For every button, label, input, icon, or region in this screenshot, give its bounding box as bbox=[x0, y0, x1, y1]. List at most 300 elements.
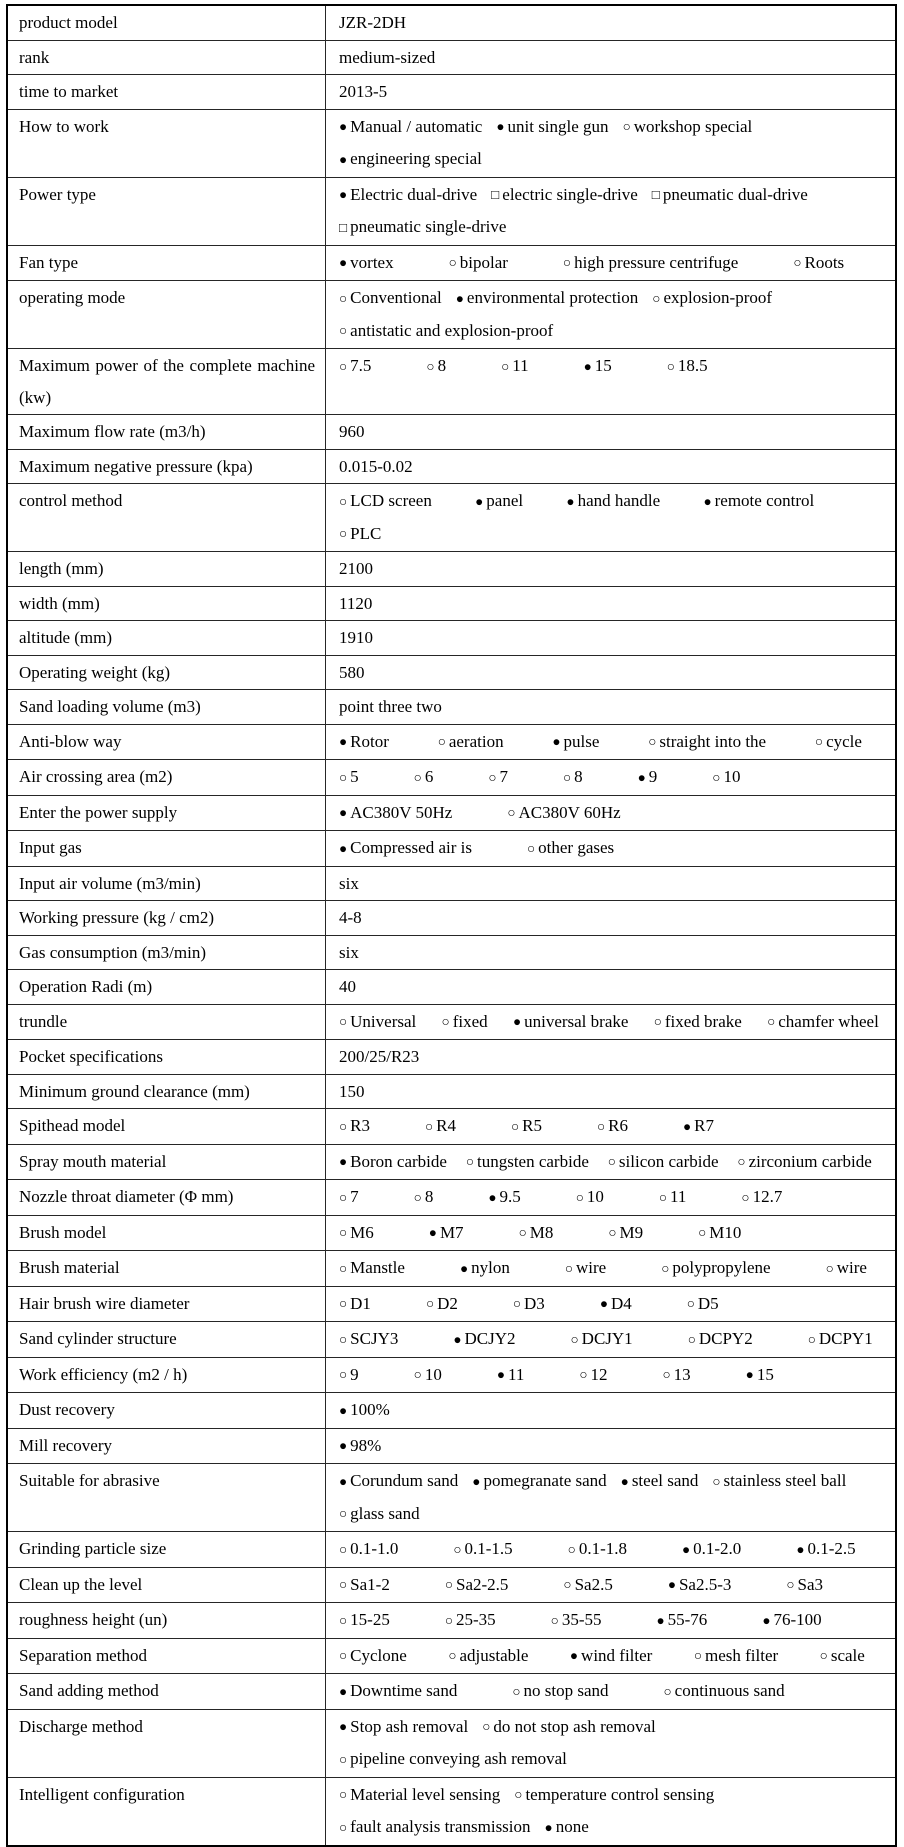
option-label: PLC bbox=[350, 523, 382, 543]
option bbox=[621, 1465, 699, 1498]
radio-unselected-icon: ○ bbox=[786, 1577, 795, 1592]
row-label: Maximum negative pressure (kpa) bbox=[7, 449, 326, 484]
options-group bbox=[339, 1465, 885, 1530]
radio-selected-icon: ● bbox=[762, 1612, 771, 1628]
table-row bbox=[7, 552, 896, 587]
table-row bbox=[7, 1180, 896, 1216]
table-row bbox=[7, 281, 896, 349]
option-label: M9 bbox=[619, 1222, 644, 1242]
radio-unselected-icon: ○ bbox=[563, 1577, 572, 1592]
radio-unselected-icon: ○ bbox=[339, 1296, 348, 1311]
radio-unselected-icon: ○ bbox=[426, 358, 435, 374]
radio-selected-icon: ● bbox=[656, 1612, 665, 1628]
radio-unselected-icon: ○ bbox=[512, 1296, 522, 1311]
option bbox=[659, 1181, 687, 1214]
table-row bbox=[7, 621, 896, 656]
radio-unselected-icon: ○ bbox=[648, 734, 657, 749]
option bbox=[339, 1640, 407, 1673]
radio-unselected-icon: ○ bbox=[575, 1189, 584, 1205]
table-row bbox=[7, 831, 896, 867]
radio-unselected-icon: ○ bbox=[518, 1225, 527, 1240]
radio-unselected-icon: ○ bbox=[570, 1331, 579, 1347]
option bbox=[414, 1359, 442, 1392]
table-row bbox=[7, 1464, 896, 1532]
option bbox=[339, 1110, 370, 1143]
radio-unselected-icon: ○ bbox=[413, 1189, 422, 1205]
option bbox=[820, 1640, 865, 1673]
row-value bbox=[326, 109, 897, 177]
row-value bbox=[326, 1532, 897, 1568]
radio-unselected-icon: ○ bbox=[663, 1683, 672, 1699]
option-label: Sa1-2 bbox=[350, 1574, 390, 1594]
option-label: 0.1-1.0 bbox=[350, 1539, 399, 1558]
table-row bbox=[7, 1674, 896, 1710]
table-row bbox=[7, 1777, 896, 1846]
option-label: 9.5 bbox=[499, 1187, 521, 1206]
option bbox=[511, 1110, 542, 1143]
option bbox=[682, 1533, 741, 1566]
option-label: 15-25 bbox=[350, 1610, 390, 1629]
option-label: D4 bbox=[610, 1293, 632, 1313]
radio-unselected-icon: ○ bbox=[693, 1648, 702, 1663]
option bbox=[339, 350, 371, 383]
option bbox=[497, 1359, 525, 1392]
option-label: 9 bbox=[648, 767, 658, 786]
option bbox=[475, 485, 523, 518]
option bbox=[426, 350, 446, 383]
option-label: 10 bbox=[723, 767, 741, 786]
radio-unselected-icon: ○ bbox=[339, 1118, 348, 1134]
table-row bbox=[7, 1040, 896, 1075]
option-label: hand handle bbox=[577, 491, 661, 510]
row-label: Operating weight (kg) bbox=[7, 655, 326, 690]
row-value bbox=[326, 1215, 897, 1251]
option-label: cycle bbox=[826, 731, 862, 751]
option bbox=[339, 315, 553, 348]
options-group bbox=[339, 832, 885, 865]
option-label: engineering special bbox=[350, 149, 482, 168]
options-group bbox=[339, 1430, 885, 1463]
table-row bbox=[7, 245, 896, 281]
options-group bbox=[339, 1779, 885, 1844]
table-row bbox=[7, 349, 896, 415]
radio-unselected-icon: ○ bbox=[767, 1014, 776, 1029]
radio-unselected-icon: ○ bbox=[488, 769, 497, 785]
radio-unselected-icon: ○ bbox=[526, 840, 536, 856]
option-label: bipolar bbox=[459, 252, 508, 272]
radio-unselected-icon: ○ bbox=[465, 1154, 474, 1169]
option bbox=[648, 726, 766, 759]
radio-selected-icon: ● bbox=[496, 1367, 505, 1382]
row-value bbox=[326, 1638, 897, 1674]
option-label: R5 bbox=[522, 1116, 542, 1135]
options-group bbox=[339, 761, 885, 794]
option bbox=[703, 485, 814, 518]
radio-unselected-icon: ○ bbox=[653, 1014, 662, 1029]
radio-unselected-icon: ○ bbox=[339, 1189, 348, 1205]
radio-unselected-icon: ○ bbox=[339, 526, 348, 541]
radio-unselected-icon: ○ bbox=[712, 1473, 721, 1489]
option bbox=[608, 1146, 719, 1179]
option-label: 8 bbox=[424, 1187, 434, 1206]
option-label: 15 bbox=[594, 356, 612, 375]
option bbox=[815, 726, 862, 759]
option bbox=[445, 1569, 509, 1602]
option bbox=[339, 761, 359, 794]
option bbox=[683, 1110, 714, 1143]
options-group bbox=[339, 1323, 885, 1356]
row-value bbox=[326, 1393, 897, 1429]
table-row bbox=[7, 655, 896, 690]
radio-unselected-icon: ○ bbox=[661, 1260, 670, 1276]
table-row bbox=[7, 5, 896, 40]
option bbox=[339, 1711, 468, 1744]
option bbox=[339, 1146, 447, 1179]
option-label: antistatic and explosion-proof bbox=[350, 320, 554, 340]
radio-selected-icon: ● bbox=[796, 1541, 805, 1557]
row-value bbox=[326, 1251, 897, 1287]
row-label: product model bbox=[7, 5, 326, 40]
row-label: control method bbox=[7, 484, 326, 552]
option-label: 11 bbox=[670, 1187, 687, 1206]
options-group bbox=[339, 485, 885, 550]
option bbox=[426, 1288, 458, 1321]
option bbox=[608, 1217, 643, 1250]
radio-unselected-icon: ○ bbox=[448, 255, 457, 270]
row-label: Brush model bbox=[7, 1215, 326, 1251]
table-row bbox=[7, 415, 896, 450]
option-label: Universal bbox=[350, 1011, 417, 1031]
option bbox=[694, 1640, 778, 1673]
table-row bbox=[7, 1393, 896, 1429]
option bbox=[712, 1465, 846, 1498]
radio-unselected-icon: ○ bbox=[550, 1612, 559, 1628]
radio-unselected-icon: ○ bbox=[514, 1787, 523, 1802]
option bbox=[654, 1006, 742, 1039]
radio-unselected-icon: ○ bbox=[564, 1260, 573, 1276]
option bbox=[551, 1604, 602, 1637]
spec-table-body bbox=[7, 5, 896, 1846]
options-group bbox=[339, 1146, 885, 1179]
option-label: tungsten carbide bbox=[476, 1151, 589, 1171]
table-row bbox=[7, 935, 896, 970]
option bbox=[767, 1006, 879, 1039]
row-value: medium-sized bbox=[326, 40, 897, 75]
option bbox=[638, 761, 658, 794]
row-value bbox=[326, 1603, 897, 1639]
row-value: 2100 bbox=[326, 552, 897, 587]
radio-unselected-icon: ○ bbox=[807, 1331, 816, 1347]
option-label: Stop ash removal bbox=[350, 1716, 469, 1736]
radio-selected-icon: ● bbox=[472, 1473, 481, 1489]
options-group bbox=[339, 179, 885, 244]
option-label: continuous sand bbox=[674, 1681, 785, 1700]
option-label: high pressure centrifuge bbox=[574, 252, 739, 272]
option-label: wind filter bbox=[581, 1645, 653, 1665]
options-group bbox=[339, 1288, 885, 1321]
option-label: Electric dual-drive bbox=[350, 184, 478, 204]
radio-unselected-icon: ○ bbox=[658, 1189, 668, 1205]
radio-unselected-icon: ○ bbox=[737, 1154, 746, 1169]
table-row bbox=[7, 724, 896, 760]
radio-unselected-icon: ○ bbox=[512, 1683, 521, 1699]
option bbox=[584, 350, 612, 383]
option bbox=[339, 1675, 457, 1708]
option bbox=[512, 1675, 608, 1708]
row-value bbox=[326, 795, 897, 831]
option bbox=[442, 1006, 488, 1039]
options-group bbox=[339, 1359, 885, 1392]
option-label: pneumatic single-drive bbox=[350, 217, 507, 236]
checkbox-unchecked-icon: □ bbox=[651, 187, 660, 202]
radio-unselected-icon: ○ bbox=[339, 1014, 348, 1029]
radio-unselected-icon: ○ bbox=[339, 1648, 348, 1663]
option-label: 10 bbox=[586, 1187, 604, 1206]
option bbox=[339, 1604, 390, 1637]
option-label: Sa2-2.5 bbox=[455, 1574, 509, 1594]
checkbox-unchecked-icon: □ bbox=[491, 187, 500, 202]
row-value: 150 bbox=[326, 1074, 897, 1109]
option-label: D5 bbox=[697, 1293, 719, 1313]
radio-selected-icon: ● bbox=[583, 358, 592, 374]
option-label: none bbox=[555, 1817, 589, 1836]
row-label: Grinding particle size bbox=[7, 1532, 326, 1568]
row-value bbox=[326, 349, 897, 415]
option bbox=[623, 111, 753, 144]
row-value bbox=[326, 1357, 897, 1393]
option-label: DCJY1 bbox=[581, 1329, 633, 1348]
table-row bbox=[7, 901, 896, 936]
row-label: Maximum power of the complete machine (kw) bbox=[7, 349, 326, 415]
row-value bbox=[326, 245, 897, 281]
option bbox=[663, 1359, 691, 1392]
option bbox=[565, 1252, 606, 1285]
table-row bbox=[7, 1322, 896, 1358]
row-label: Minimum ground clearance (mm) bbox=[7, 1074, 326, 1109]
radio-selected-icon: ● bbox=[455, 290, 464, 306]
row-value bbox=[326, 1144, 897, 1180]
radio-selected-icon: ● bbox=[339, 805, 348, 820]
option-label: do not stop ash removal bbox=[493, 1716, 656, 1736]
options-group bbox=[339, 1711, 885, 1776]
radio-unselected-icon: ○ bbox=[597, 1118, 606, 1134]
radio-unselected-icon: ○ bbox=[562, 769, 572, 785]
option-label: D3 bbox=[524, 1293, 545, 1313]
radio-selected-icon: ● bbox=[428, 1225, 437, 1240]
row-value bbox=[326, 1674, 897, 1710]
radio-selected-icon: ● bbox=[703, 493, 712, 509]
radio-selected-icon: ● bbox=[339, 1438, 348, 1453]
option bbox=[566, 485, 660, 518]
row-value bbox=[326, 1004, 897, 1040]
option-label: Compressed air is bbox=[350, 838, 472, 857]
radio-unselected-icon: ○ bbox=[453, 1541, 462, 1557]
spec-table bbox=[6, 4, 897, 1847]
option-label: LCD screen bbox=[350, 491, 432, 510]
option-label: fixed brake bbox=[664, 1011, 742, 1031]
radio-unselected-icon: ○ bbox=[698, 1225, 707, 1240]
table-row bbox=[7, 449, 896, 484]
row-label: time to market bbox=[7, 75, 326, 110]
radio-selected-icon: ● bbox=[544, 1819, 553, 1835]
row-label: Nozzle throat diameter (Φ mm) bbox=[7, 1180, 326, 1216]
row-label: How to work bbox=[7, 109, 326, 177]
radio-unselected-icon: ○ bbox=[339, 290, 348, 306]
option bbox=[488, 761, 508, 794]
option-label: 0.1-1.8 bbox=[578, 1539, 627, 1558]
row-value bbox=[326, 1464, 897, 1532]
row-value: six bbox=[326, 866, 897, 901]
row-value bbox=[326, 281, 897, 349]
option-label: straight into the bbox=[659, 731, 767, 751]
option-label: 15 bbox=[756, 1364, 774, 1384]
row-value: 960 bbox=[326, 415, 897, 450]
option bbox=[661, 1252, 770, 1285]
option bbox=[571, 1323, 633, 1356]
options-group bbox=[339, 247, 885, 280]
radio-unselected-icon: ○ bbox=[339, 1331, 348, 1347]
option-label: Cyclone bbox=[350, 1645, 407, 1665]
option-label: fault analysis transmission bbox=[350, 1817, 531, 1836]
row-label: Brush material bbox=[7, 1251, 326, 1287]
row-label: Dust recovery bbox=[7, 1393, 326, 1429]
option bbox=[339, 1811, 531, 1844]
radio-unselected-icon: ○ bbox=[814, 734, 824, 749]
row-label: Maximum flow rate (m3/h) bbox=[7, 415, 326, 450]
option-label: zirconium carbide bbox=[748, 1151, 872, 1171]
table-row bbox=[7, 760, 896, 796]
row-value: 2013-5 bbox=[326, 75, 897, 110]
options-group bbox=[339, 111, 885, 176]
radio-unselected-icon: ○ bbox=[339, 358, 348, 374]
option-label: 18.5 bbox=[677, 356, 708, 375]
row-value: 580 bbox=[326, 655, 897, 690]
option bbox=[339, 143, 482, 176]
option bbox=[664, 1675, 785, 1708]
option bbox=[339, 111, 482, 144]
option bbox=[445, 1604, 496, 1637]
option bbox=[698, 1217, 741, 1250]
row-label: Sand cylinder structure bbox=[7, 1322, 326, 1358]
row-value: six bbox=[326, 935, 897, 970]
option-label: aeration bbox=[448, 731, 504, 751]
radio-selected-icon: ● bbox=[496, 119, 505, 134]
option-label: 98% bbox=[350, 1435, 382, 1455]
option-label: environmental protection bbox=[466, 288, 639, 307]
option-label: no stop sand bbox=[523, 1681, 609, 1700]
option-label: 76-100 bbox=[773, 1610, 822, 1629]
radio-unselected-icon: ○ bbox=[444, 1612, 453, 1628]
radio-selected-icon: ● bbox=[599, 1296, 608, 1311]
option-label: pipeline conveying ash removal bbox=[350, 1749, 567, 1768]
options-group bbox=[339, 1640, 885, 1673]
row-label: Input air volume (m3/min) bbox=[7, 866, 326, 901]
options-group bbox=[339, 726, 885, 759]
table-row bbox=[7, 1251, 896, 1287]
option bbox=[496, 111, 608, 144]
table-row bbox=[7, 795, 896, 831]
option-label: Manstle bbox=[350, 1258, 405, 1277]
option bbox=[466, 1146, 589, 1179]
option bbox=[339, 1394, 390, 1427]
option-label: 11 bbox=[512, 356, 529, 375]
option bbox=[438, 726, 504, 759]
row-label: Power type bbox=[7, 177, 326, 245]
row-label: altitude (mm) bbox=[7, 621, 326, 656]
option bbox=[507, 797, 620, 830]
row-label: Gas consumption (m3/min) bbox=[7, 935, 326, 970]
option-label: 12 bbox=[590, 1364, 608, 1384]
row-value bbox=[326, 760, 897, 796]
option bbox=[429, 1217, 464, 1250]
option-label: 8 bbox=[574, 767, 583, 786]
row-label: Intelligent configuration bbox=[7, 1777, 326, 1846]
option bbox=[552, 726, 599, 759]
option-label: pneumatic dual-drive bbox=[662, 184, 808, 204]
options-group bbox=[339, 1675, 885, 1708]
radio-selected-icon: ● bbox=[459, 1260, 469, 1276]
radio-selected-icon: ● bbox=[339, 1719, 348, 1734]
option bbox=[514, 1779, 714, 1812]
option-label: adjustable bbox=[459, 1645, 529, 1665]
option-label: chamfer wheel bbox=[778, 1011, 879, 1031]
option-label: 55-76 bbox=[667, 1610, 708, 1629]
row-label: Hair brush wire diameter bbox=[7, 1286, 326, 1322]
option bbox=[425, 1110, 456, 1143]
option-label: R3 bbox=[350, 1116, 370, 1135]
table-row bbox=[7, 866, 896, 901]
option-label: 6 bbox=[424, 767, 434, 786]
option-label: M8 bbox=[529, 1222, 554, 1242]
option bbox=[568, 1533, 627, 1566]
row-value bbox=[326, 1109, 897, 1145]
option-label: 0.1-2.5 bbox=[807, 1539, 856, 1558]
row-label: Suitable for abrasive bbox=[7, 1464, 326, 1532]
table-row bbox=[7, 1109, 896, 1145]
row-label: width (mm) bbox=[7, 586, 326, 621]
radio-unselected-icon: ○ bbox=[652, 290, 661, 306]
row-value bbox=[326, 1777, 897, 1846]
option-label: DCJY2 bbox=[464, 1329, 516, 1348]
row-value bbox=[326, 177, 897, 245]
radio-unselected-icon: ○ bbox=[413, 1367, 422, 1382]
option bbox=[460, 1252, 510, 1285]
row-label: trundle bbox=[7, 1004, 326, 1040]
radio-unselected-icon: ○ bbox=[741, 1189, 750, 1205]
row-value bbox=[326, 1286, 897, 1322]
option bbox=[688, 1323, 753, 1356]
option-label: 5 bbox=[350, 767, 359, 786]
radio-unselected-icon: ○ bbox=[425, 1118, 434, 1134]
option-label: 12.7 bbox=[752, 1187, 783, 1206]
radio-selected-icon: ● bbox=[667, 1577, 676, 1592]
options-group bbox=[339, 1533, 885, 1566]
radio-unselected-icon: ○ bbox=[339, 769, 348, 785]
radio-selected-icon: ● bbox=[745, 1367, 754, 1382]
option bbox=[501, 350, 529, 383]
option-label: AC380V 50Hz bbox=[350, 802, 453, 822]
row-value: 1120 bbox=[326, 586, 897, 621]
row-label: rank bbox=[7, 40, 326, 75]
row-value: 40 bbox=[326, 970, 897, 1005]
option bbox=[808, 1323, 873, 1356]
table-row bbox=[7, 1286, 896, 1322]
row-label: roughness height (un) bbox=[7, 1603, 326, 1639]
options-group bbox=[339, 1217, 885, 1250]
radio-unselected-icon: ○ bbox=[562, 255, 572, 270]
table-row bbox=[7, 1357, 896, 1393]
radio-unselected-icon: ○ bbox=[339, 1367, 348, 1382]
